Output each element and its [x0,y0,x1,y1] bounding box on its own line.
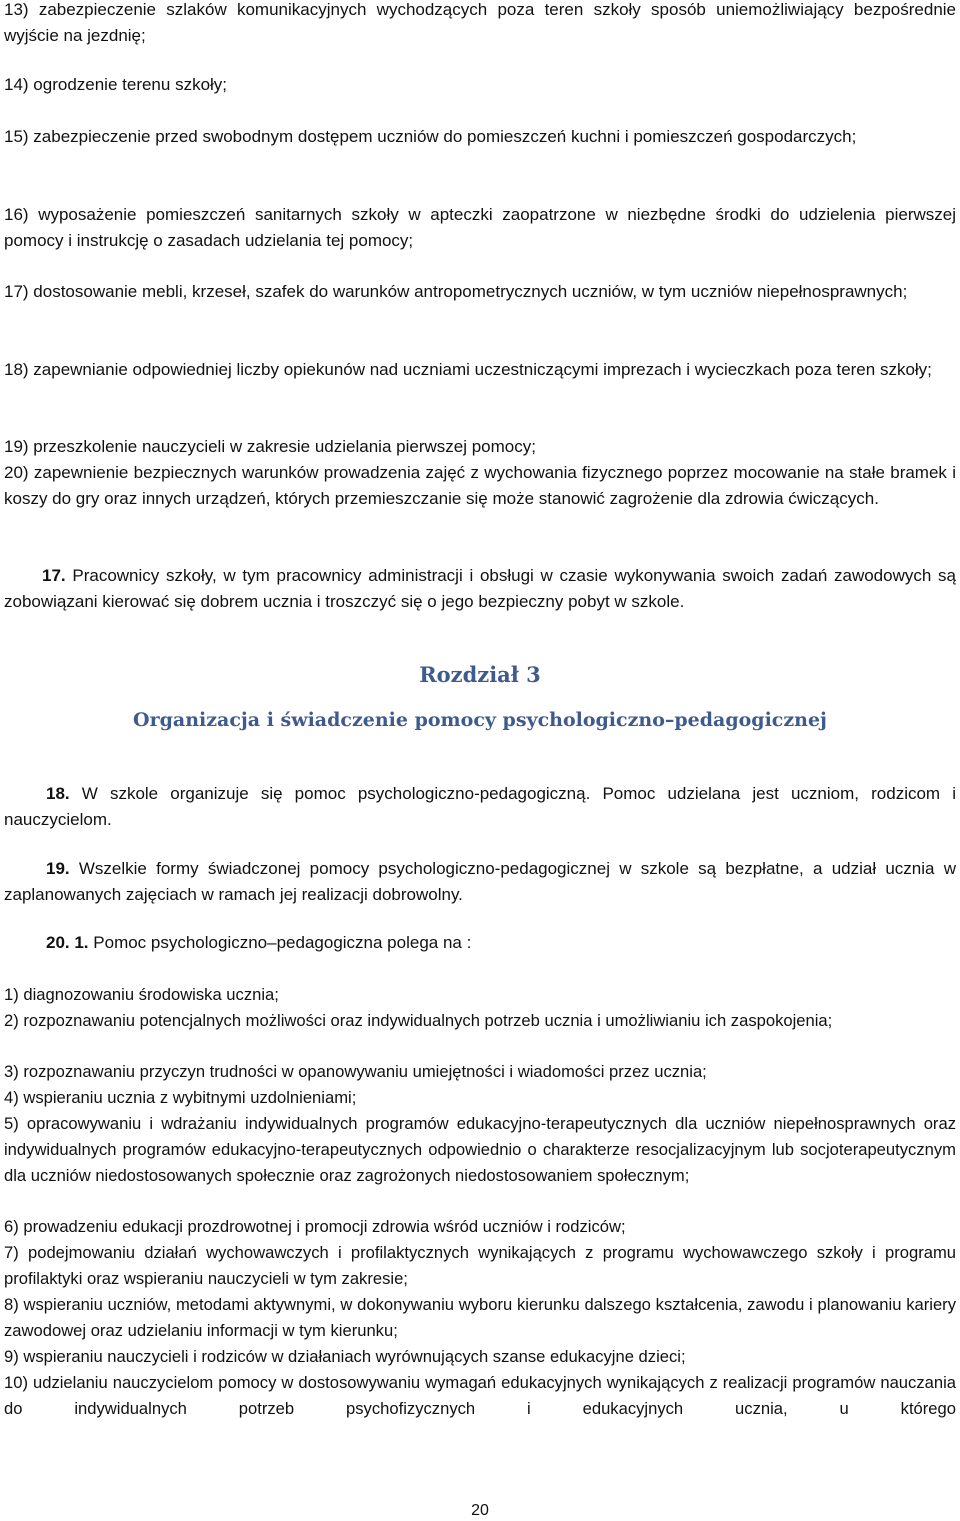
list-item-13: 13) zabezpieczenie szlaków komunikacyjnych wychodzących poza teren szkoły sposób uniemożliwiający bezpośrednie wyjście na jezdnię; [4,0,956,45]
list20-item-10: 10) udzielaniu nauczycielom pomocy w dostosowywaniu wymagań edukacyjnych wynikających z realizacji programów nauczania do indywidualnych potrzeb psychofizycznych i edukacyjnych ucznia, u którego [4,1373,956,1418]
list-item-18: 18) zapewnianie odpowiedniej liczby opiekunów nad uczniami uczestniczącymi imprezach i wycieczkach poza teren szkoły; [4,360,932,379]
paragraph-text: Pracownicy szkoły, w tym pracownicy administracji i obsługi w czasie wykonywania swoich zadań zawodowych są zobowiązani kierować się dobrem ucznia i troszczyć się o jego bezpieczny pobyt w szkole. [4,566,956,611]
page-number: 20 [471,1502,489,1519]
list20-item-4: 4) wspieraniu ucznia z wybitnymi uzdolnieniami; [4,1088,357,1107]
paragraph-text: Wszelkie formy świadczonej pomocy psychologiczno-pedagogicznej w szkole są bezpłatne, a udział ucznia w zaplanowanych zajęciach w ramach jej realizacji dobrowolny. [4,859,956,904]
paragraph-19 [4,856,956,908]
paragraph-text: Pomoc psychologiczno–pedagogiczna polega na : [88,933,472,952]
paragraph-number: 19. [46,859,70,878]
paragraph-18 [4,781,956,833]
chapter-subtitle: Organizacja i świadczenie pomocy psychologiczno–pedagogicznej [133,709,827,731]
list-item-19: 19) przeszkolenie nauczycieli w zakresie udzielania pierwszej pomocy; [4,437,536,456]
list20-item-7: 7) podejmowaniu działań wychowawczych i profilaktycznych wynikających z programu wychowawczego szkoły i programu profilaktyki oraz wspieraniu nauczycieli w tym zakresie; [4,1243,956,1288]
paragraph-number: 17. [42,566,66,585]
list-item-14: 14) ogrodzenie terenu szkoły; [4,75,228,94]
list20-item-2: 2) rozpoznawaniu potencjalnych możliwości oraz indywidualnych potrzeb ucznia i umożliwianiu ich zaspokojenia; [4,1011,833,1030]
paragraph-number: 18. [46,784,70,803]
paragraph-text: W szkole organizuje się pomoc psychologiczno-pedagogiczną. Pomoc udzielana jest uczniom, rodzicom i nauczycielom. [4,784,956,829]
list-item-17: 17) dostosowanie mebli, krzeseł, szafek do warunków antropometrycznych uczniów, w tym uczniów niepełnosprawnych; [4,282,908,301]
list20-item-9: 9) wspieraniu nauczycieli i rodziców w działaniach wyrównujących szanse edukacyjne dzieci; [4,1347,686,1366]
chapter-title: Rozdział 3 [419,662,541,687]
list-item-16: 16) wyposażenie pomieszczeń sanitarnych szkoły w apteczki zaopatrzone w niezbędne środki do udzielenia pierwszej pomocy i instrukcję o zasadach udzielania tej pomocy; [4,205,956,250]
list-item-20: 20) zapewnienie bezpiecznych warunków prowadzenia zajęć z wychowania fizycznego poprzez mocowanie na stałe bramek i koszy do gry oraz innych urządzeń, których przemieszczanie się może stanowić zagrożenie dla zdrowia ćwiczących. [4,463,956,508]
list20-item-6: 6) prowadzeniu edukacji prozdrowotnej i promocji zdrowia wśród uczniów i rodziców; [4,1217,626,1236]
list20-item-5: 5) opracowywaniu i wdrażaniu indywidualnych programów edukacyjno-terapeutycznych dla uczniów niepełnosprawnych oraz indywidualnych programów edukacyjno-terapeutycznych odpowiednio o charakterze resocjalizacyjnym lub socjoterapeutycznym dla uczniów niedostosowanych społecznie oraz zagrożonych niedostosowaniem społecznym; [4,1114,956,1185]
list20-item-3: 3) rozpoznawaniu przyczyn trudności w opanowywaniu umiejętności i wiadomości przez ucznia; [4,1062,707,1081]
list20-item-1: 1) diagnozowaniu środowiska ucznia; [4,985,279,1004]
list20-item-8: 8) wspieraniu uczniów, metodami aktywnymi, w dokonywaniu wyboru kierunku dalszego kształcenia, zawodu i planowaniu kariery zawodowej oraz udzielaniu informacji w tym kierunku; [4,1295,956,1340]
paragraph-17 [4,563,956,615]
paragraph-20 [4,930,956,956]
paragraph-number: 20. 1. [46,933,89,952]
list-item-15: 15) zabezpieczenie przed swobodnym dostępem uczniów do pomieszczeń kuchni i pomieszczeń gospodarczych; [4,127,857,146]
